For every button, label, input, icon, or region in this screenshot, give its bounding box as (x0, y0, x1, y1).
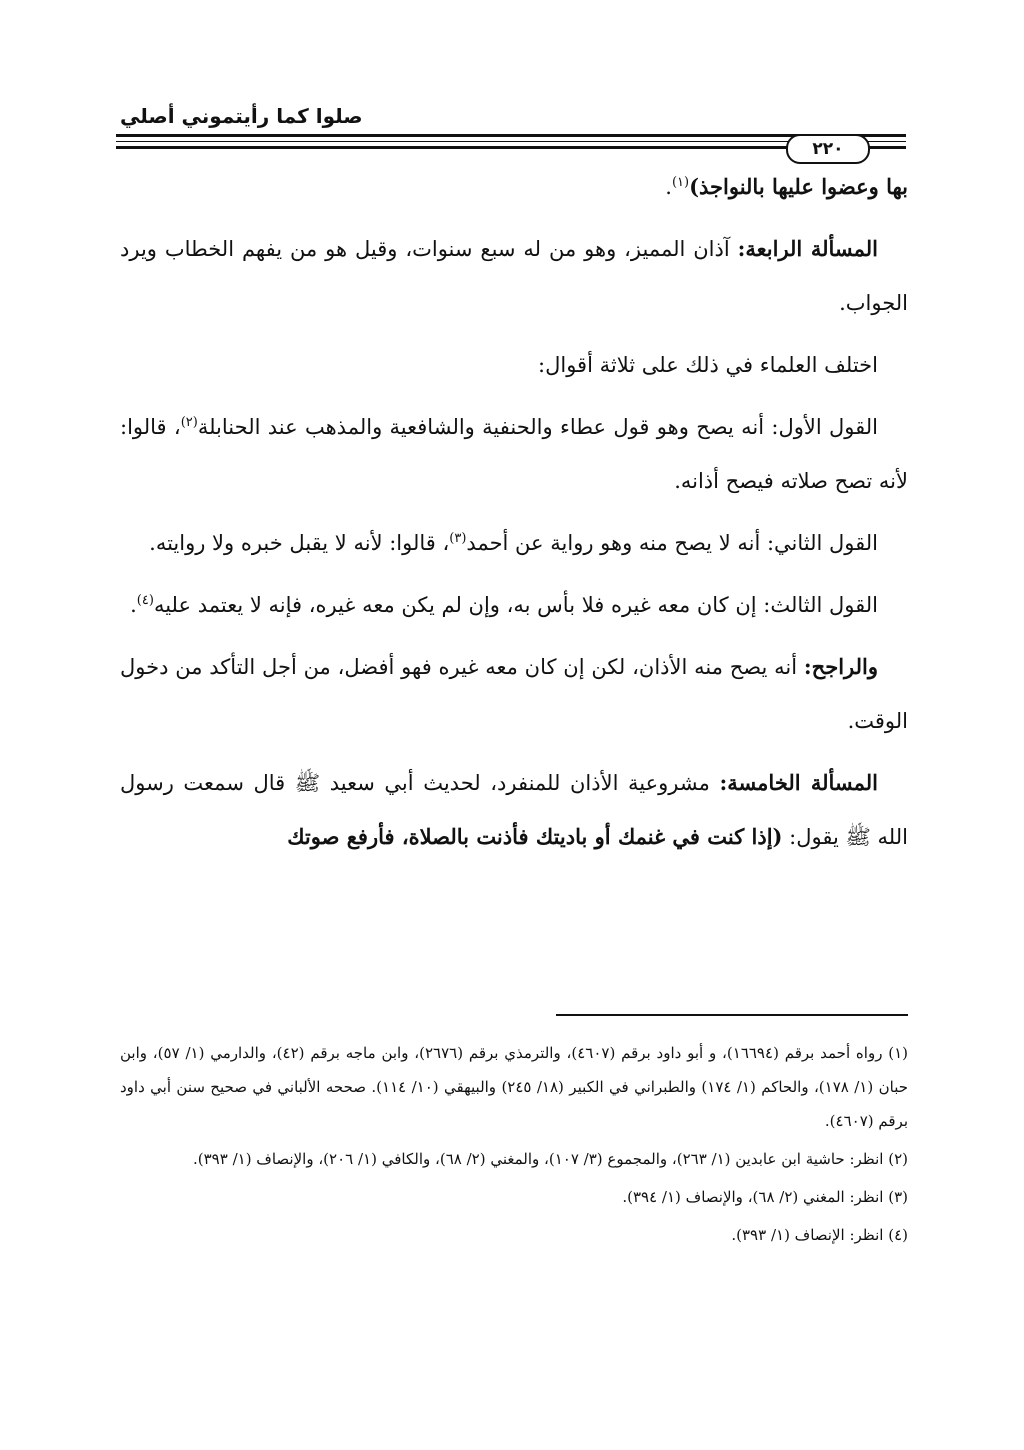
footnote-2: (٢) انظر: حاشية ابن عابدين (١/ ٢٦٣)، والمجموع (٣/ ١٠٧)، والمغني (٢/ ٦٨)، والكافي (١/ ٢٠٦)، والإنصاف (١/ ٣٩٣). (193, 1150, 908, 1168)
main-text (120, 160, 908, 872)
preferred-label: والراجح: (803, 654, 878, 679)
paragraph-first-opinion: القول الأول: أنه يصح وهو قول عطاء والحنفية والشافعية والمذهب عند الحنابلة$^{(٢)}$، قالوا: لأنه تصح صلاته فيصح أذانه. (120, 415, 908, 493)
footnote-4: (٤) انظر: الإنصاف (١/ ٣٩٣). (731, 1226, 908, 1244)
footnote-1: (١) رواه أحمد برقم (١٦٦٩٤)، و أبو داود برقم (٤٦٠٧)، والترمذي برقم (٢٦٧٦)، وابن ماجه برقم (٤٢)، والدارمي (١/ ٥٧)، وابن حبان (١/ ١٧٨)، والحاكم (١/ ١٧٤) والطبراني في الكبير (١٨/ ٢٤٥) والبيهقي (١٠/ ١١٤). صححه الألباني في صحيح سنن أبي داود برقم (٤٦٠٧). (120, 1044, 909, 1130)
footnote-ref-3: (٣) (449, 531, 467, 546)
paragraph-issue-four: المسألة الرابعة: آذان المميز، وهو من له سبع سنوات، وقيل هو من يفهم الخطاب ويرد الجواب. (120, 236, 908, 315)
paragraph-issue-five: المسألة الخامسة: مشروعية الأذان للمنفرد، لحديث أبي سعيد ﷺ قال سمعت رسول الله ﷺ يقول: (إذا كنت في غنمك أو باديتك فأذنت بالصلاة، فأرفع صوتك (120, 770, 908, 849)
footnote-3: (٣) انظر: المغني (٢/ ٦٨)، والإنصاف (١/ ٣٩٤). (622, 1188, 908, 1206)
running-header-title: صلوا كما رأيتموني أصلي (120, 104, 363, 128)
footnotes (120, 1036, 908, 1256)
header-rule-top (116, 134, 906, 137)
page-number: ٢٢٠ (786, 134, 870, 164)
paragraph-second-opinion: القول الثاني: أنه لا يصح منه وهو رواية عن أحمد$^{(٣)}$، قالوا: لأنه لا يقبل خبره ولا روايته. (149, 531, 878, 555)
footnote-ref-4: (٤) (136, 593, 154, 608)
issue-five-label: المسألة الخامسة: (719, 770, 879, 795)
footnote-ref-2: (٢) (180, 415, 198, 430)
footnote-divider (556, 1014, 908, 1016)
hadith-quote: (إذا كنت في غنمك أو باديتك فأذنت بالصلاة، فأرفع صوتك (287, 824, 783, 849)
paragraph-disagreement: اختلف العلماء في ذلك على ثلاثة أقوال: (538, 353, 878, 377)
footnote-ref-1: (١) (671, 175, 690, 190)
paragraph-hadith-end: بها وعضوا عليها بالنواجذ)$^{(١)}$. (665, 174, 908, 199)
issue-four-label: المسألة الرابعة: (737, 236, 878, 261)
paragraph-third-opinion: القول الثالث: إن كان معه غيره فلا بأس به، وإن لم يكن معه غيره، فإنه لا يعتمد عليه$^{(٤)}$. (130, 593, 878, 617)
paragraph-preferred: والراجح: أنه يصح منه الأذان، لكن إن كان معه غيره فهو أفضل، من أجل التأكد من دخول الوقت. (120, 654, 908, 733)
